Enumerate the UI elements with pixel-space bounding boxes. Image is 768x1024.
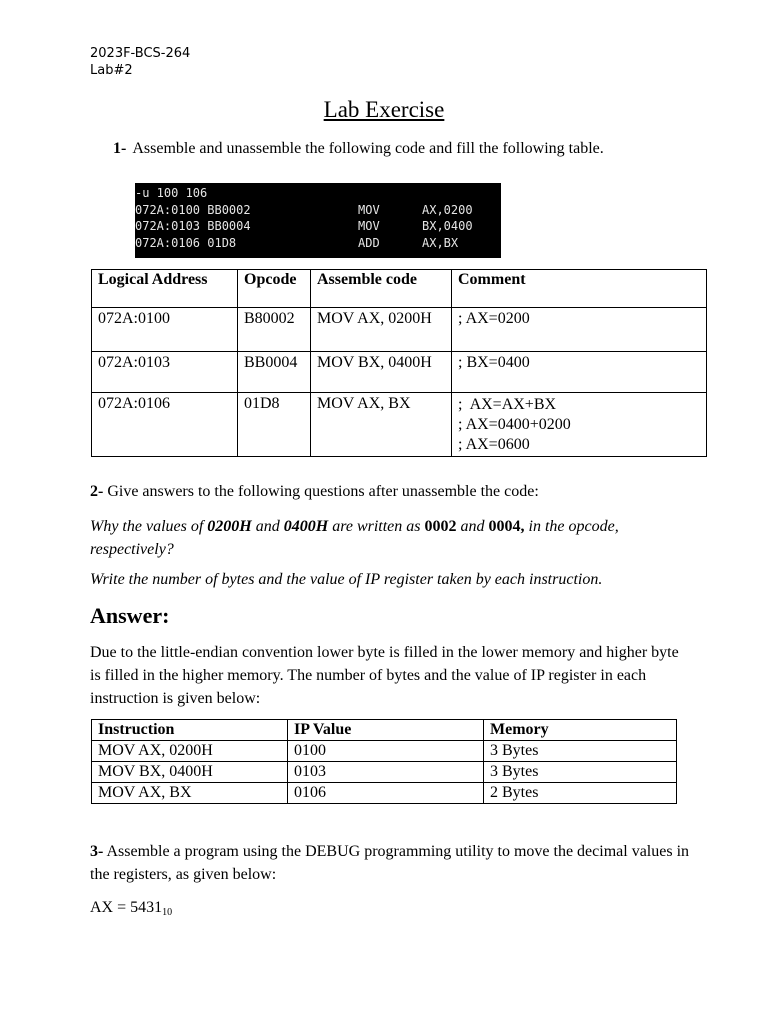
table-row <box>92 762 677 783</box>
question-3 <box>90 840 690 886</box>
question-text: Assemble a program using the DEBUG programming utility to move the decimal values in the registers, as given below: <box>90 843 690 883</box>
ax-value-line: AX = $5431_{10}$ <box>90 899 173 918</box>
debug-console-screenshot <box>135 183 501 258</box>
table-header-row <box>92 270 707 308</box>
document-header <box>90 45 190 79</box>
table-cell: ; BX=0400 <box>452 352 707 393</box>
sub-question-bytes: Write the number of bytes and the value of IP register taken by each instruction. <box>90 571 603 588</box>
table-cell: MOV BX, 0400H <box>92 762 288 783</box>
table-cell: 072A:0103 <box>92 352 238 393</box>
table-row <box>92 393 707 457</box>
table-cell: 0100 <box>288 741 484 762</box>
table-header-row <box>92 720 677 741</box>
console-line: 072A:0106 01D8 ADD AX,BX <box>135 235 459 250</box>
console-line: 072A:0103 BB0004 MOV BX,0400 <box>135 219 473 233</box>
table-cell: ; AX=0200 <box>452 308 707 352</box>
question-text: Assemble and unassemble the following code and fill the following table. <box>132 140 604 157</box>
instruction-table <box>91 719 677 804</box>
table-cell: 2 Bytes <box>484 783 677 804</box>
column-header: Assemble code <box>311 270 452 308</box>
table-cell: BB0004 <box>238 352 311 393</box>
table-row <box>92 741 677 762</box>
table-cell: 0106 <box>288 783 484 804</box>
column-header: Memory <box>484 720 677 741</box>
table-cell: 0103 <box>288 762 484 783</box>
table-cell: 3 Bytes <box>484 741 677 762</box>
student-id: 2023F-BCS-264 <box>90 46 191 61</box>
column-header: Comment <box>452 270 707 308</box>
address-opcode-table <box>91 269 707 457</box>
table-cell: MOV AX, BX <box>311 393 452 457</box>
question-text: Give answers to the following questions after unassemble the code: <box>107 483 539 500</box>
table-row <box>92 308 707 352</box>
page-title: Lab Exercise <box>323 97 445 122</box>
lab-number: Lab#2 <box>90 63 133 78</box>
table-cell: MOV BX, 0400H <box>311 352 452 393</box>
column-header: Instruction <box>92 720 288 741</box>
column-header: Opcode <box>238 270 311 308</box>
question-number: 1- <box>113 140 127 157</box>
question-number: 3- <box>90 843 104 860</box>
console-line: 072A:0100 BB0002 MOV AX,0200 <box>135 202 473 217</box>
table-cell: MOV AX, 0200H <box>92 741 288 762</box>
sub-question-why: Why the values of 0200H and 0400H are written as 0002 and 0004, in the opcode, respectively? <box>90 518 619 558</box>
question-number: 2- <box>90 483 104 500</box>
table-cell: ; AX=AX+BX ; AX=0400+0200 ; AX=0600 <box>452 393 707 457</box>
table-cell: B80002 <box>238 308 311 352</box>
answer-text: Due to the little-endian convention lower byte is filled in the lower memory and higher byte is filled in the higher memory. The number of bytes and the value of IP register in each instruction is given below: <box>90 644 679 707</box>
table-row <box>92 783 677 804</box>
table-row <box>92 352 707 393</box>
column-header: IP Value <box>288 720 484 741</box>
table-cell: 072A:0100 <box>92 308 238 352</box>
question-1 <box>113 140 604 158</box>
table-cell: 01D8 <box>238 393 311 457</box>
console-command: -u 100 106 <box>135 186 208 200</box>
table-cell: 3 Bytes <box>484 762 677 783</box>
question-2 <box>90 483 539 501</box>
column-header: Logical Address <box>92 270 238 308</box>
table-cell: 072A:0106 <box>92 393 238 457</box>
table-cell: MOV AX, BX <box>92 783 288 804</box>
table-cell: MOV AX, 0200H <box>311 308 452 352</box>
answer-heading: Answer: <box>90 603 170 628</box>
